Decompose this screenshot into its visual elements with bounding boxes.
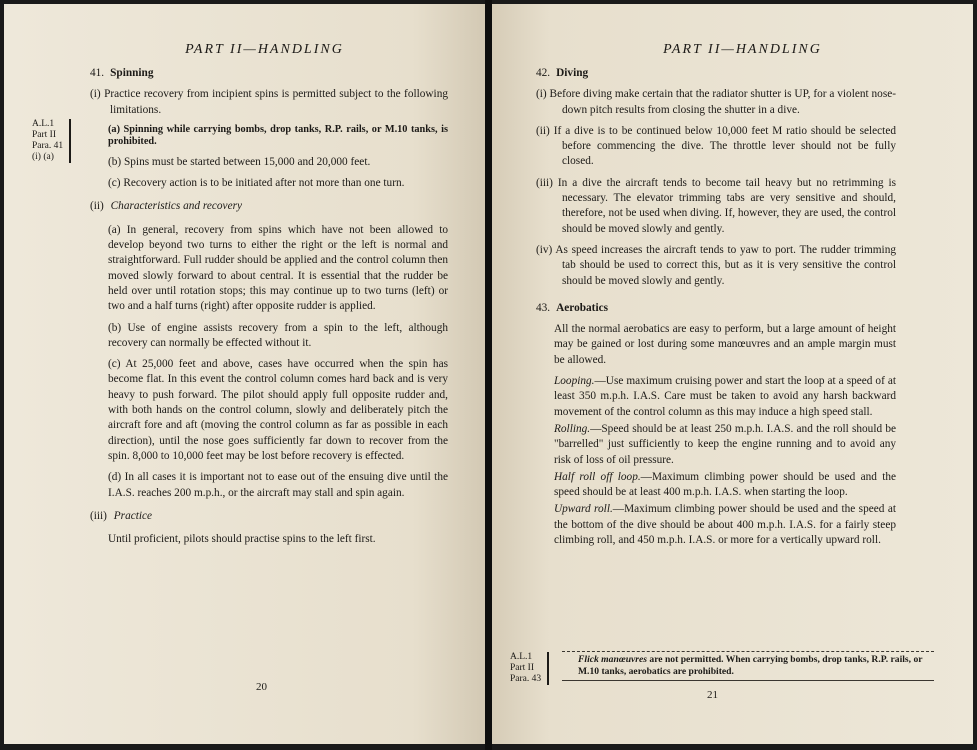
margin-ref-line: Para. 43 <box>510 674 542 684</box>
para-text: Practice recovery from incipient spins is permitted subject to the following limitations. <box>104 88 448 116</box>
para-i-a: (a) Spinning while carrying bombs, drop tanks, R.P. rails, or M.10 tanks, is prohibited. <box>108 123 448 148</box>
aerobatics-intro: All the normal aerobatics are easy to perform, but a large amount of height may be gained or lost during some manœuvres and an ample margin must be allowed. <box>554 323 896 366</box>
left-margin-reference <box>32 119 71 163</box>
margin-ref-line: Para. 41 <box>32 141 64 151</box>
subheading-label: (ii) <box>90 200 104 213</box>
looping-label: Looping. <box>554 375 595 388</box>
section-title: Aerobatics <box>556 301 608 314</box>
subheading-label: (iii) <box>90 509 107 522</box>
margin-ref-line: (i) (a) <box>32 152 54 162</box>
section-title: Diving <box>556 67 589 79</box>
diving-ii: (ii) If a dive is to be continued below 10,000 feet M ratio should be selected before commencing the dive. The throttle lever should not be fully closed. <box>536 124 896 168</box>
right-margin-reference <box>510 652 549 685</box>
para-i-b: (b) Spins must be started between 15,000 and 20,000 feet. <box>108 155 371 168</box>
para-label: (i) <box>90 88 101 101</box>
upward-roll-text: —Maximum climbing power should be used and the speed at the bottom of the dive should be about 400 m.p.h. I.A.S. for a fairly steep climbing roll, and 450 m.p.h. I.A.S. or more for a vertically upward roll. <box>554 503 896 547</box>
subheading-iii <box>90 509 448 524</box>
rolling-text: —Speed should be at least 250 m.p.h. I.A.S. and the roll should be "barrelled" just sufficiently to keep the engine running and to avoid any risk of loss of oil pressure. <box>554 422 896 466</box>
para-ii-a: (a) In general, recovery from spins which have not been allowed to develop beyond two turns to either the right or the left is normal and straightforward. Full rudder should be applied and the control column then moved slowly forward to about central. It is essential that the rudder be held over until rotation stops; this may continue up to two turns (left) or two and a half turns (right) after opposite rudder is applied. <box>108 223 448 313</box>
half-roll-text: —Maximum climbing power should be used and the speed should be at least 400 m.p.h. I.A.S. when starting the loop. <box>554 470 897 499</box>
para-ii-c: (c) At 25,000 feet and above, cases have occurred when the spin has become flat. In this event the control column comes hard back and is very heavy to push forward. The pilot should apply full opposite rudder and, with both hands on the control column, slowly and deliberately pitch the aircraft fore and aft (moving the control column as far as possible in each direction), until the nose goes sufficiently far down to recover from the spin. 8,000 to 10,000 feet may be lost before recovery is effected. <box>108 358 448 462</box>
para-ii-b: (b) Use of engine assists recovery from a spin to the left, although recovery can normally be effected without it. <box>108 321 448 349</box>
left-page <box>4 4 485 744</box>
section-41-heading <box>90 66 448 81</box>
subheading-title: Characteristics and recovery <box>110 200 242 213</box>
section-number: 41. <box>90 67 105 79</box>
para-i <box>90 87 448 118</box>
half-roll-para <box>536 470 896 501</box>
looping-text: —Use maximum cruising power and start the loop at a speed of at least 350 m.p.h. I.A.S. Care must be taken to avoid any harsh backward movement of the control column as this may induce a high speed stall. <box>554 375 896 418</box>
section-42-heading <box>536 66 896 81</box>
section-number: 42. <box>536 67 551 79</box>
right-page-number: 21 <box>707 689 718 701</box>
subheading-ii <box>90 199 448 214</box>
margin-ref-line: A.L.1 <box>32 119 55 129</box>
para-i-c: (c) Recovery action is to be initiated after not more than one turn. <box>108 177 405 190</box>
para-ii-d: (d) In all cases it is important not to ease out of the ensuing dive until the I.A.S. reaches 200 m.p.h., or the aircraft may stall and spin again. <box>108 471 448 499</box>
section-number: 43. <box>536 301 551 314</box>
subheading-title: Practice <box>113 509 153 522</box>
upward-roll-label: Upward roll. <box>554 503 613 516</box>
book-gutter <box>485 0 492 750</box>
rolling-para <box>536 422 896 468</box>
margin-ref-line: A.L.1 <box>510 652 533 662</box>
left-page-number: 20 <box>256 681 267 693</box>
looping-para <box>536 374 896 420</box>
margin-ref-line: Part II <box>510 663 535 673</box>
right-running-head: PART II—HANDLING <box>663 42 822 57</box>
right-page <box>492 4 973 744</box>
footnote-text: are not permitted. When carrying bombs, drop tanks, R.P. rails, or M.10 tanks, aerobatics are prohibited. <box>578 654 923 677</box>
upward-roll-para <box>536 502 896 548</box>
rolling-label: Rolling. <box>554 422 591 435</box>
diving-i: (i) Before diving make certain that the radiator shutter is UP, for a violent nose-down pitch results from closing the shutter in a dive. <box>536 88 896 116</box>
right-column <box>536 66 896 554</box>
section-43-heading <box>536 301 896 316</box>
left-column <box>90 66 448 553</box>
aerobatics-footnote <box>562 651 934 681</box>
para-iii-text: Until proficient, pilots should practise spins to the left first. <box>108 533 376 546</box>
section-title: Spinning <box>110 67 154 79</box>
margin-ref-line: Part II <box>32 130 57 140</box>
left-running-head: PART II—HANDLING <box>185 42 344 57</box>
diving-iv: (iv) As speed increases the aircraft tends to yaw to port. The rudder trimming tab should be used to correct this, but as it is very sensitive the control should be moved slowly and gently. <box>536 243 896 287</box>
half-roll-label: Half roll off loop. <box>554 470 641 483</box>
footnote-label: Flick manœuvres <box>578 654 648 665</box>
diving-iii: (iii) In a dive the aircraft tends to become tail heavy but no retrimming is necessary. The elevator trimming tabs are very sensitive and should, therefore, not be used when diving. If, however, they are used, the control should be moved slowly and gently. <box>536 176 896 235</box>
